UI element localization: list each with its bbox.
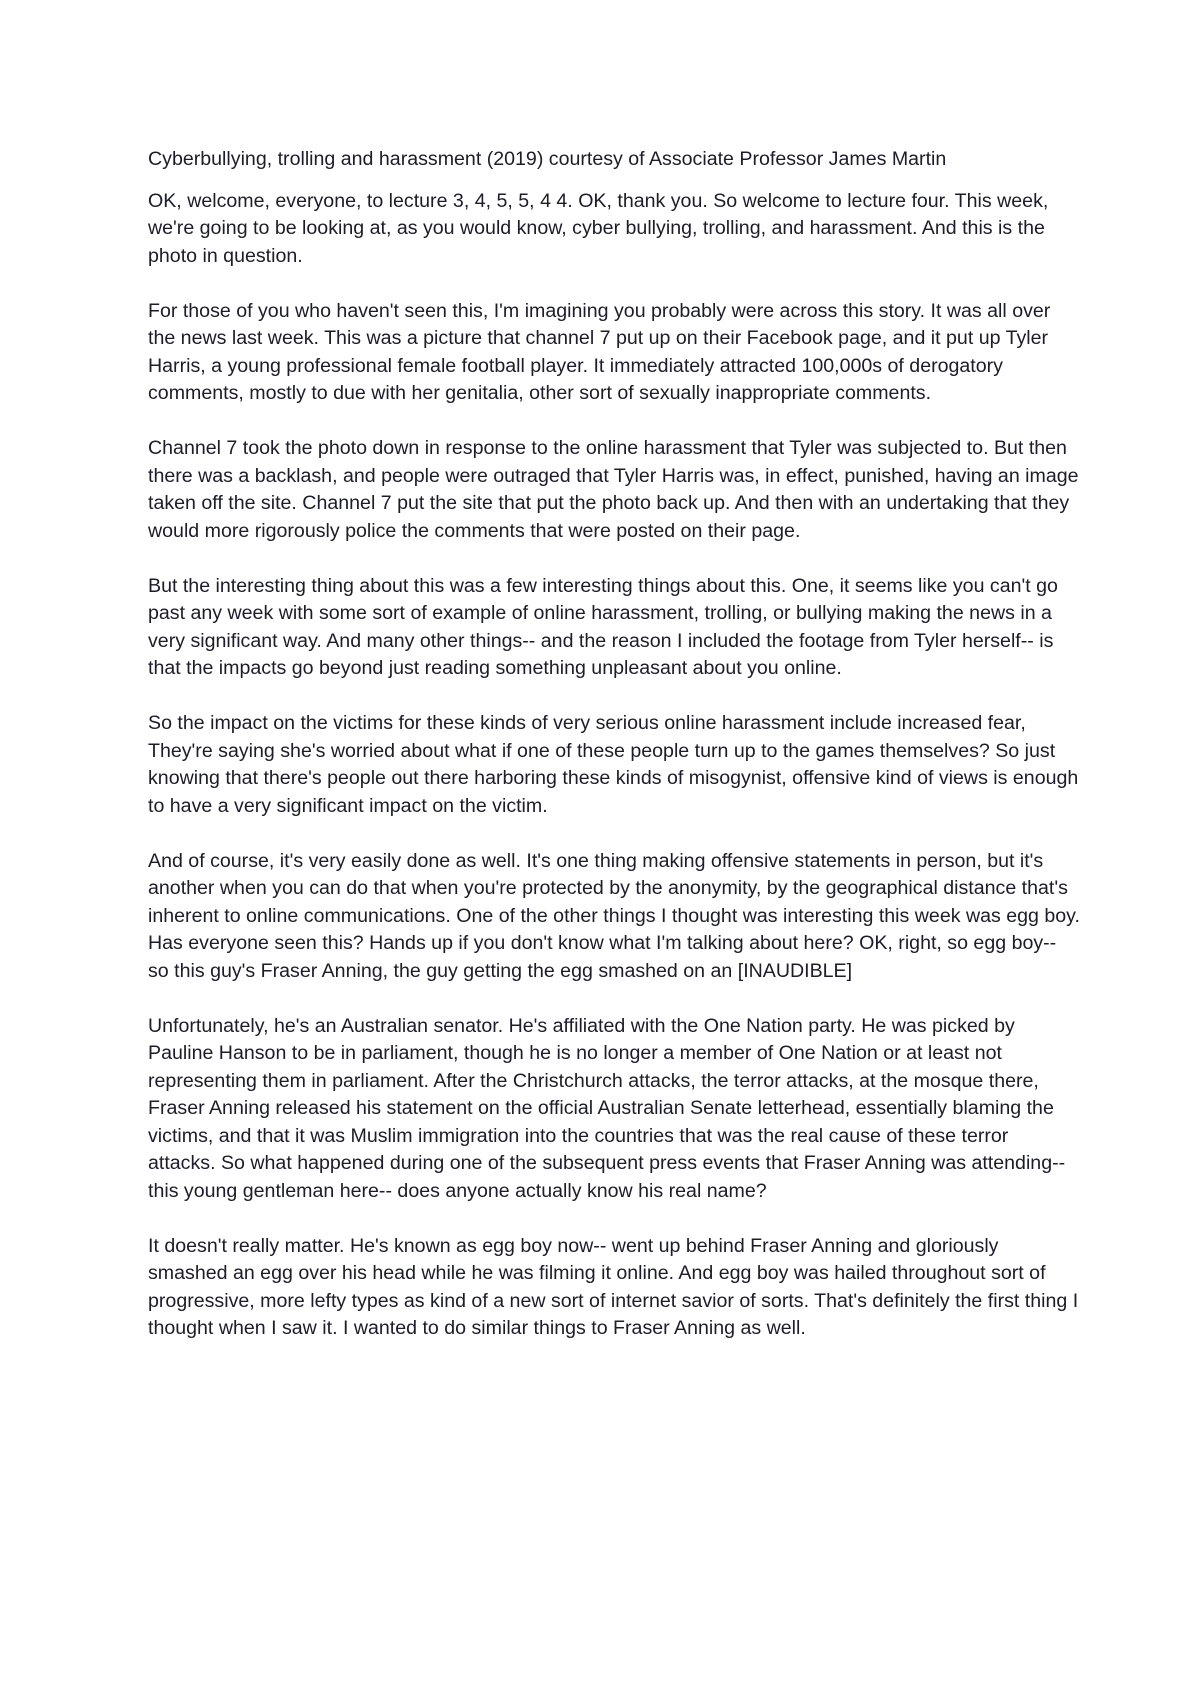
paragraph-3: Channel 7 took the photo down in response to the online harassment that Tyler was subjected to. But then there was a backlash, and people were outraged that Tyler Harris was, in effect, punished, having an image taken off the site. Channel 7 put the site that put the photo back up. And then with an undertaking that they would more rigorously police the comments that were posted on their page. xyxy=(148,437,1079,542)
paragraph-8: It doesn't really matter. He's known as egg boy now-- went up behind Fraser Anning and gloriously smashed an egg over his head while he was filming it online. And egg boy was hailed throughout sort of progressive, more lefty types as kind of a new sort of internet savior of sorts. That's definitely the first thing I thought when I saw it. I wanted to do similar things to Fraser Anning as well. xyxy=(148,1234,1079,1339)
paragraph-2: For those of you who haven't seen this, I'm imagining you probably were across this story. It was all over the news last week. This was a picture that channel 7 put up on their Facebook page, and it put up Tyler Harris, a young professional female football player. It immediately attracted 100,000s of derogatory comments, mostly to due with her genitalia, other sort of sexually inappropriate comments. xyxy=(148,299,1051,404)
paragraph-4: But the interesting thing about this was a few interesting things about this. One, it seems like you can't go past any week with some sort of example of online harassment, trolling, or bullying making the news in a very significant way. And many other things-- and the reason I included the footage from Tyler herself-- is that the impacts go beyond just reading something unpleasant about you online. xyxy=(148,574,1058,679)
paragraph-6: And of course, it's very easily done as well. It's one thing making offensive statements in person, but it's another when you can do that when you're protected by the anonymity, by the geographical distance that's inherent to online communications. One of the other things I thought was interesting this week was egg boy. Has everyone seen this? Hands up if you don't know what I'm talking about here? OK, right, so egg boy-- so this guy's Fraser Anning, the guy getting the egg smashed on an [INAUDIBLE] xyxy=(148,849,1080,982)
paragraph-5: So the impact on the victims for these kinds of very serious online harassment include increased fear, They're saying she's worried about what if one of these people turn up to the games themselves? So just knowing that there's people out there harboring these kinds of misogynist, offensive kind of views is enough to have a very significant impact on the victim. xyxy=(148,712,1079,817)
document-title: Cyberbullying, trolling and harassment (2019) courtesy of Associate Professor James Martin xyxy=(148,148,947,170)
paragraph-7: Unfortunately, he's an Australian senator. He's affiliated with the One Nation party. He was picked by Pauline Hanson to be in parliament, though he is no longer a member of One Nation or at least not representing them in parliament. After the Christchurch attacks, the terror attacks, at the mosque there, Fraser Anning released his statement on the official Australian Senate letterhead, essentially blaming the victims, and that it was Muslim immigration into the countries that was the real cause of these terror attacks. So what happened during one of the subsequent press events that Fraser Anning was attending-- this young gentleman here-- does anyone actually know his real name? xyxy=(148,1014,1066,1202)
paragraph-1: OK, welcome, everyone, to lecture 3, 4, 5, 5, 4 4. OK, thank you. So welcome to lecture four. This week, we're going to be looking at, as you would know, cyber bullying, trolling, and harassment. And this is the photo in question. xyxy=(148,189,1049,267)
document-body xyxy=(148,146,1080,1370)
